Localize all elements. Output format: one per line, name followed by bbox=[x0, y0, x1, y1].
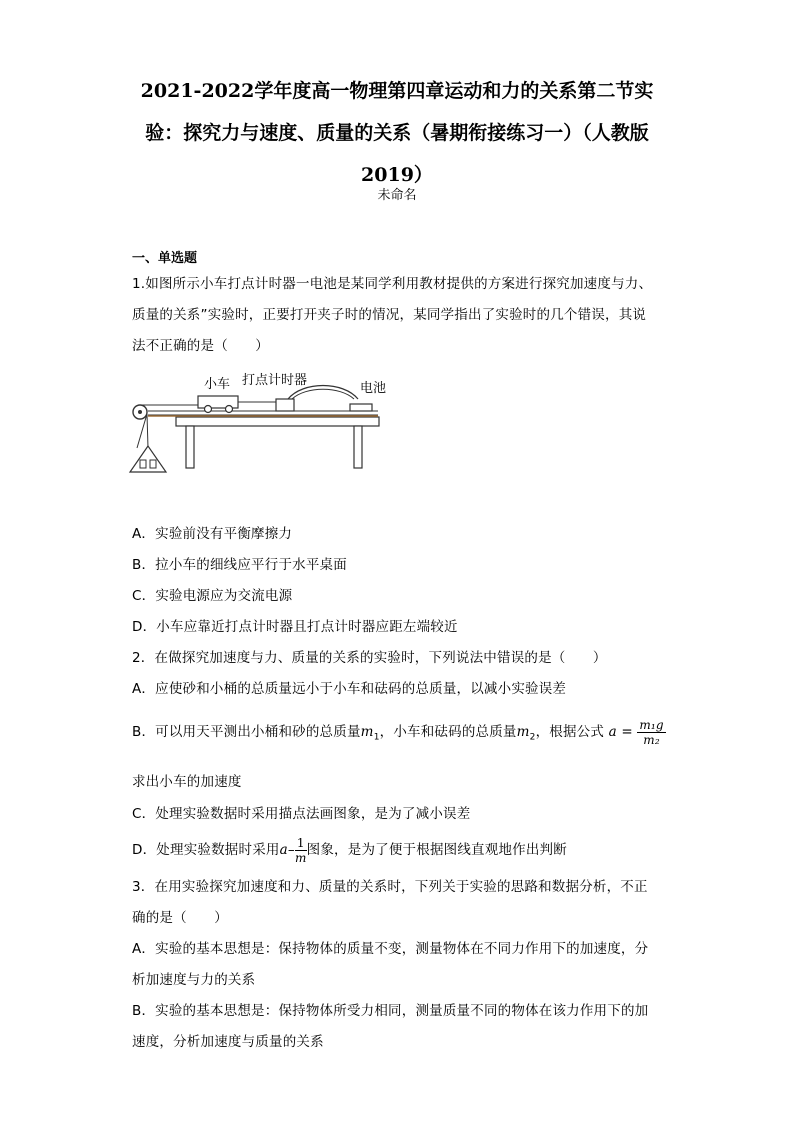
q3-stem-line-2: 确的是（ ） bbox=[132, 910, 228, 926]
q1-stem-line-2: 质量的关系”实验时，正要打开夹子时的情况，某同学指出了实验时的几个错误，其说 bbox=[132, 307, 647, 323]
weight-pan bbox=[130, 446, 166, 472]
table-leg-right bbox=[354, 426, 362, 468]
q1-option-a: A．实验前没有平衡摩擦力 bbox=[132, 526, 293, 542]
table-leg-left bbox=[186, 426, 194, 468]
weight-right bbox=[150, 460, 156, 468]
reciprocal-m-fraction: $\frac{1}{m}$ bbox=[294, 835, 307, 865]
weight-left bbox=[140, 460, 146, 468]
q1-option-d: D．小车应靠近打点计时器且打点计时器应距左端较近 bbox=[132, 619, 458, 635]
q3-option-b-line-2: 速度，分析加速度与质量的关系 bbox=[132, 1034, 324, 1050]
q2-option-d: D．处理实验数据时采用a– $\frac{1}{m}$ 图象，是为了便于根据图线直观地作出判断 bbox=[132, 835, 567, 865]
q2-option-c: C．处理实验数据时采用描点法画图象，是为了减小误差 bbox=[132, 806, 471, 822]
battery bbox=[350, 404, 372, 411]
q2-stem: 2．在做探究加速度与力、质量的关系的实验时，下列说法中错误的是（ ） bbox=[132, 650, 607, 666]
experiment-apparatus-diagram bbox=[128, 366, 398, 484]
title-line-3: 2019） bbox=[361, 164, 433, 186]
formula-lhs: a = bbox=[608, 724, 633, 740]
experiment-figure bbox=[128, 366, 398, 488]
section-heading: 一、单选题 bbox=[132, 251, 198, 266]
q3-option-a-line-1: A．实验的基本思想是：保持物体的质量不变，测量物体在不同力作用下的加速度，分 bbox=[132, 941, 649, 957]
label-car: 小车 bbox=[204, 377, 231, 392]
q1-option-c: C．实验电源应为交流电源 bbox=[132, 588, 293, 604]
q2-option-b-continuation: 求出小车的加速度 bbox=[132, 774, 242, 790]
q1-stem-line-1: 1.如图所示小车打点计时器一电池是某同学利用教材提供的方案进行探究加速度与力、 bbox=[132, 276, 653, 292]
q3-stem-line-1: 3．在用实验探究加速度和力、质量的关系时，下列关于实验的思路和数据分析，不正 bbox=[132, 879, 648, 895]
document-title bbox=[88, 70, 706, 196]
q3-option-a-line-2: 析加速度与力的关系 bbox=[132, 972, 256, 988]
title-line-1: 2021-2022学年度高一物理第四章运动和力的关系第二节实 bbox=[140, 80, 654, 102]
author: 未命名 bbox=[377, 188, 417, 203]
timer bbox=[276, 399, 294, 411]
title-line-2: 验：探究力与速度、质量的关系（暑期衔接练习一）（人教版 bbox=[145, 122, 649, 144]
table-top bbox=[176, 417, 379, 426]
q1-stem-line-3: 法不正确的是（ ） bbox=[132, 338, 269, 354]
label-battery: 电池 bbox=[360, 381, 387, 396]
label-timer: 打点计时器 bbox=[242, 373, 308, 388]
q1-option-b: B．拉小车的细线应平行于水平桌面 bbox=[132, 557, 347, 573]
q3-option-b-line-1: B．实验的基本思想是：保持物体所受力相同，测量质量不同的物体在该力作用下的加 bbox=[132, 1003, 649, 1019]
cart bbox=[198, 396, 238, 408]
q2-option-b: B．可以用天平测出小桶和砂的总质量$m_1$，小车和砝码的总质量$m_2$，根据公式 a = $\frac{\text{m₁g}}{\text{m₂}}$ bbox=[132, 717, 664, 747]
q2-option-a: A．应使砂和小桶的总质量远小于小车和砝码的总质量，以减小实验误差 bbox=[132, 681, 567, 697]
formula-fraction: $\frac{\text{m₁g}}{\text{m₂}}$ bbox=[639, 717, 664, 747]
